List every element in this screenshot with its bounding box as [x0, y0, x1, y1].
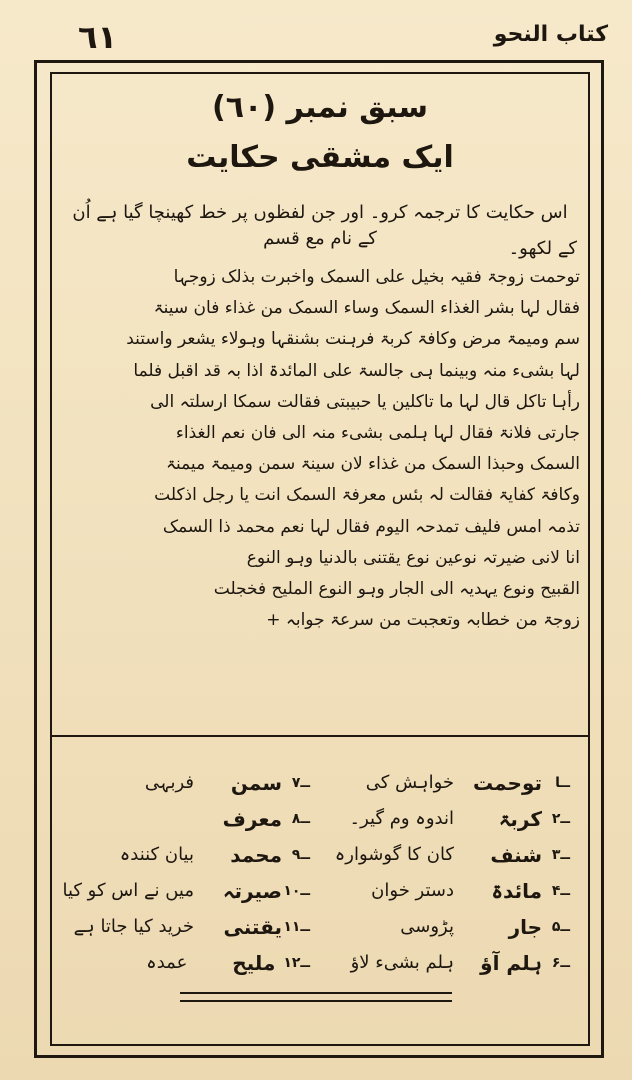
vocab-meaning: میں نے اس کو کیا — [62, 880, 194, 901]
vocab-word: شنف — [490, 843, 542, 867]
text-line: زوجۃ من خطابہ وتعجبت من سرعۃ جوابہ + — [266, 610, 580, 631]
vocab-word: سمن — [230, 771, 282, 795]
vocab-word: ملیح — [232, 951, 276, 975]
vocab-item — [80, 801, 310, 837]
vocab-meaning: عمدہ — [146, 952, 188, 973]
vocab-number: ــ۵ — [551, 919, 570, 935]
vocab-number: ــ۲ — [551, 811, 570, 827]
vocab-number: ــ۹ — [291, 847, 310, 863]
instruction-continuation: کے لکھو۔ — [508, 238, 577, 259]
vocab-number: ــ۷ — [291, 775, 310, 791]
vocab-word: محمد — [230, 843, 282, 867]
vocab-word: ہلم آؤ — [480, 951, 542, 975]
vocab-word: یقتنی — [223, 915, 282, 939]
vocab-number: ــا — [555, 775, 570, 791]
bottom-rule — [180, 992, 452, 994]
running-head: کتاب النحو — [493, 22, 608, 47]
vocabulary-left-column — [62, 765, 310, 981]
vocab-item — [80, 837, 310, 873]
vocab-item — [340, 765, 570, 801]
vocab-meaning: پڑوسی — [400, 916, 454, 937]
text-line: فقال لہا بشر الغذاء السمک وساء السمک من غذاء فان سینۃ — [153, 298, 580, 319]
text-line: جارتی فلانۃ فقال لہا ہلمی بشیء منہ الی فان نعم الغذاء — [175, 422, 580, 443]
text-line: انا لانی ضیرتہ نوعین نوع یقتنی بالدنیا وہو النوع — [246, 547, 580, 568]
text-line: رأہا تاکل قال لہا ما تاکلین یا حبیبتی فقالت سمکا ارسلتہ الی — [150, 391, 580, 412]
vocab-word: معرف — [222, 807, 282, 831]
story-title: ایک مشقی حکایت — [186, 140, 454, 175]
vocab-item — [340, 945, 570, 981]
story-text — [60, 262, 580, 636]
vocab-number: ــ۱۰ — [283, 883, 310, 899]
vocab-meaning: دستر خوان — [371, 880, 454, 901]
text-line: توحمت زوجۃ فقیہ بخیل علی السمک واخبرت بذلک زوجہا — [173, 267, 580, 287]
vocabulary-right-column — [334, 765, 570, 981]
text-line: سم ومیمۃ مرض وکافۃ کربۃ فرہنت بشنقہا وہولاء یشعر واستند — [126, 329, 580, 350]
vocab-meaning: بیان کنندہ — [119, 844, 194, 865]
vocab-word: جار — [508, 915, 542, 939]
vocab-number: ــ۱۲ — [283, 955, 310, 971]
vocab-meaning: خواہش کی — [365, 772, 454, 793]
text-line: القبیح ونوع یہدیہ الی الجار وہو النوع الملیح فخجلت — [213, 578, 580, 599]
vocab-meaning: اندوہ وم گیر۔ — [349, 808, 454, 829]
vocab-number: ــ۱۱ — [283, 919, 310, 935]
page-number: ٦١ — [78, 18, 118, 56]
vocab-item — [340, 909, 570, 945]
vocab-number: ــ۳ — [551, 847, 570, 863]
text-line: لہا بشیء منہ وبینما ہی جالسۃ علی المائدۃ اذا بہ قد اقبل فلما — [133, 360, 580, 381]
lesson-title: سبق نمبر (٦٠) — [211, 90, 429, 125]
vocab-item — [340, 873, 570, 909]
vocab-item — [62, 873, 310, 909]
vocab-meaning: فربہی — [144, 772, 194, 793]
instruction-text: اس حکایت کا ترجمہ کرو۔ اور جن لفظوں پر خط کھینچا گیا ہے اُن کے نام مع قسم — [72, 202, 568, 249]
vocab-meaning: کان کا گوشوارہ — [334, 844, 454, 865]
vocab-number: ــ۴ — [551, 883, 570, 899]
text-line: تذمہ امس فلیف تمدحہ الیوم فقال لہا نعم محمد ذا السمک — [162, 516, 580, 537]
vocab-meaning: خرید کیا جاتا ہے — [73, 916, 194, 937]
vocab-word: صیرتہ — [222, 879, 282, 903]
vocab-word: مائدۃ — [491, 879, 542, 903]
vocab-item — [80, 945, 310, 981]
section-divider — [50, 735, 590, 737]
vocab-number: ــ۸ — [291, 811, 310, 827]
vocab-number: ــ۶ — [551, 955, 570, 971]
text-line: وکافۃ کفایۃ فقالت لہ بئس معرفۃ السمک انت یا رجل اذکلت — [154, 485, 580, 506]
text-line: السمک وحبذا السمک من غذاء لان سینۃ سمن ومیمۃ میمنۃ — [166, 454, 580, 475]
vocab-word: کربۃ — [498, 807, 542, 831]
bottom-rule — [180, 1000, 452, 1002]
vocab-meaning: ہلم بشیء لاؤ — [350, 952, 454, 973]
vocab-item — [334, 837, 570, 873]
vocab-item — [80, 765, 310, 801]
vocab-word: توحمت — [472, 771, 542, 795]
vocab-item — [340, 801, 570, 837]
vocab-item — [73, 909, 310, 945]
